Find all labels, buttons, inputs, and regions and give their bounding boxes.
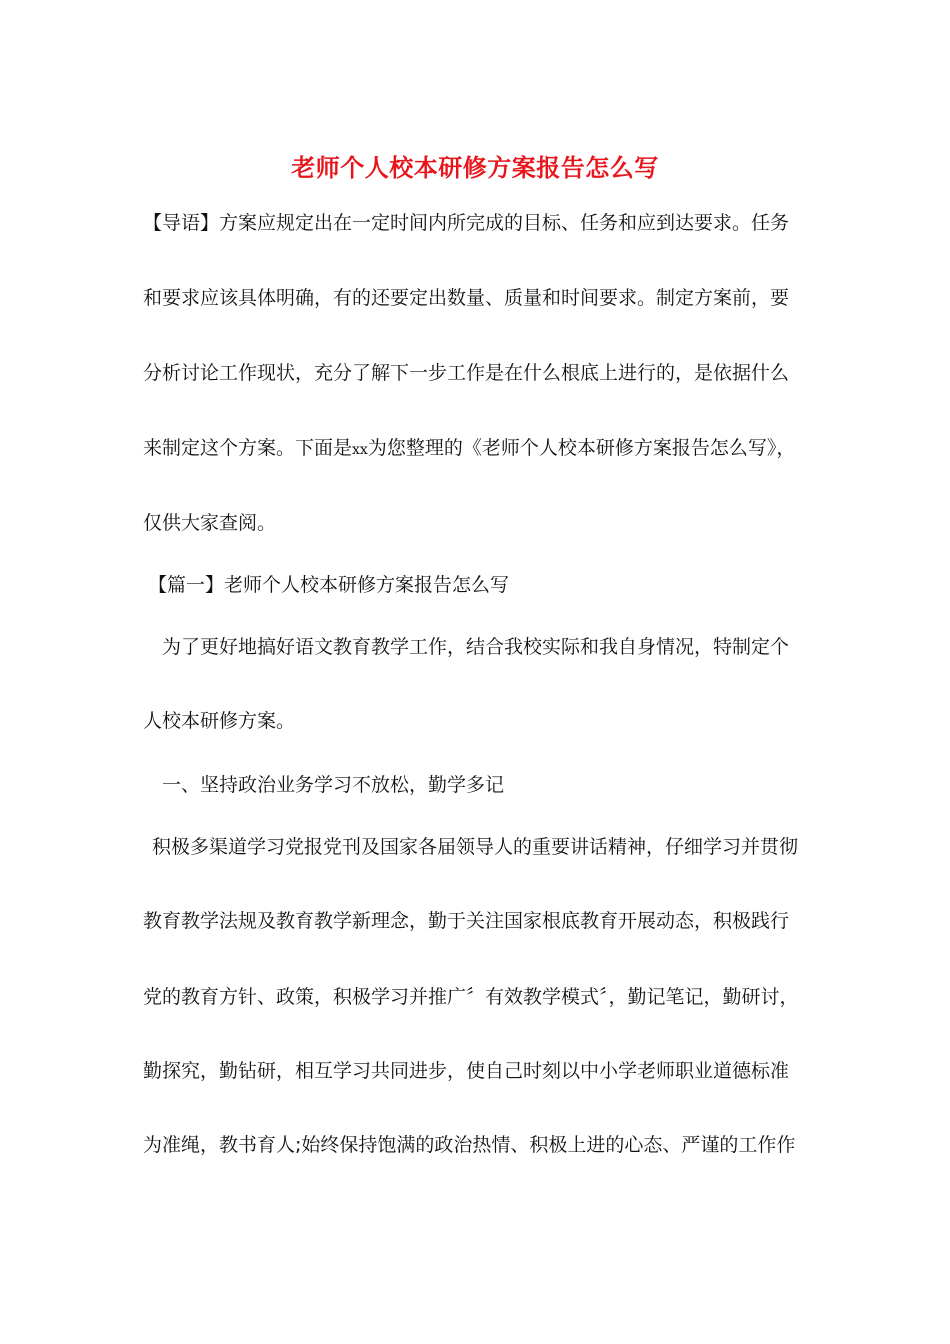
para2-line-4: 勤探究，勤钻研，相互学习共同进步，使自己时刻以中小学老师职业道德标准	[143, 1060, 790, 1082]
subheading-1: 一、坚持政治业务学习不放松，勤学多记	[162, 774, 505, 796]
document-title: 老师个人校本研修方案报告怎么写	[291, 153, 659, 182]
para2-line-3: 党的教育方针、政策，积极学习并推广〞有效教学模式〞，勤记笔记，勤研讨，	[143, 986, 799, 1008]
intro-line-3: 分析讨论工作现状，充分了解下一步工作是在什么根底上进行的，是依据什么	[143, 362, 790, 384]
para1-line-1: 为了更好地搞好语文教育教学工作，结合我校实际和我自身情况，特制定个	[162, 636, 790, 658]
para2-line-5: 为准绳，教书育人;始终保持饱满的政治热情、积极上进的心态、严谨的工作作	[143, 1134, 796, 1156]
section-heading: 【篇一】老师个人校本研修方案报告怎么写	[148, 574, 510, 596]
intro-line-4-xx: xx	[352, 442, 368, 458]
intro-line-5: 仅供大家查阅。	[143, 512, 277, 534]
intro-line-1: 【导语】方案应规定出在一定时间内所完成的目标、任务和应到达要求。任务	[143, 212, 790, 234]
para1-line-2: 人校本研修方案。	[143, 710, 296, 732]
para2-line-2: 教育教学法规及教育教学新理念，勤于关注国家根底教育开展动态，积极践行	[143, 910, 790, 932]
intro-line-4-end: 为您整理的《老师个人校本研修方案报告怎么写》，	[367, 437, 796, 459]
intro-line-4-start: 来制定这个方案。下面是	[143, 437, 353, 459]
intro-line-4	[143, 435, 795, 463]
intro-line-2: 和要求应该具体明确，有的还要定出数量、质量和时间要求。制定方案前，要	[143, 287, 790, 309]
para2-line-1: 积极多渠道学习党报党刊及国家各届领导人的重要讲话精神，仔细学习并贯彻	[152, 836, 799, 858]
